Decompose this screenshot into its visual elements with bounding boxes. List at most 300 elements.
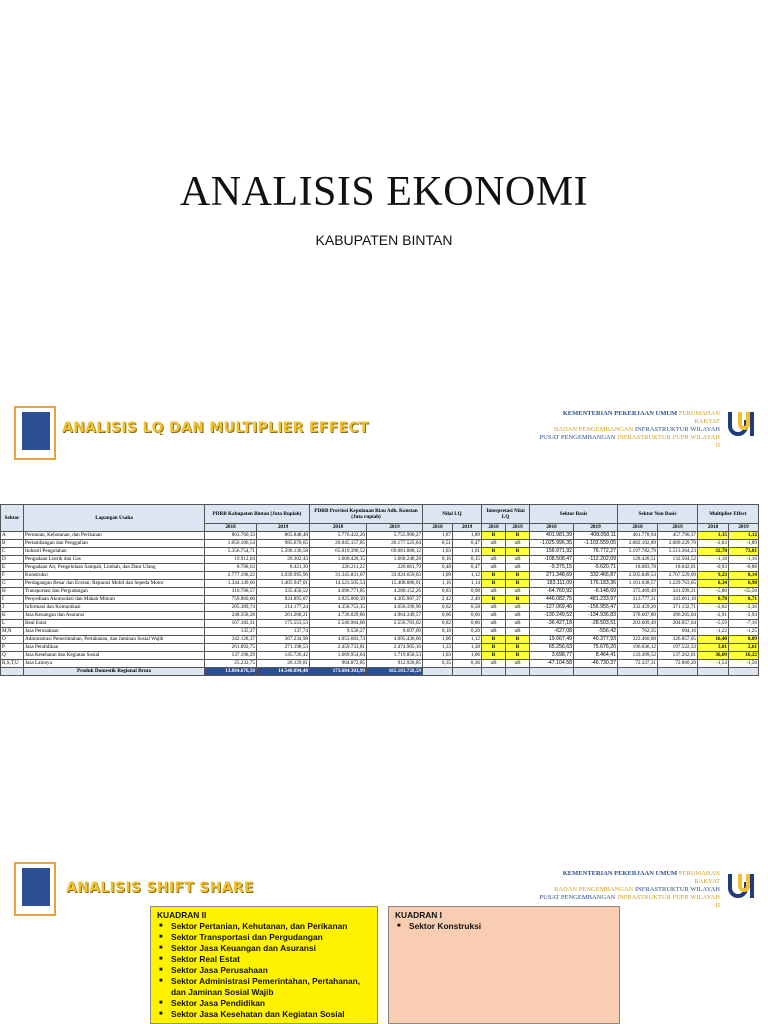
cell-lapangan: Pertambangan dan Penggalian — [24, 540, 205, 548]
th-year: 2018 — [205, 524, 257, 532]
slide-logo-square — [14, 862, 56, 916]
cell-value: 69.081.068,12 — [367, 548, 423, 556]
cell-value: 0,16 — [423, 556, 453, 564]
cell-value: 1,12 — [453, 572, 482, 580]
kuadran-i-box — [388, 906, 620, 1024]
cell-value: 310.708,57 — [205, 588, 257, 596]
cell-value: 457.790,37 — [658, 532, 698, 540]
kuadran-i-list — [395, 921, 613, 932]
th-year: 2019 — [453, 524, 482, 532]
cell-value: 341.599,21 — [658, 588, 698, 596]
cell-value: 2.089.229,70 — [658, 540, 698, 548]
cell-value: 135,27 — [205, 628, 257, 636]
table-row — [1, 548, 759, 556]
cell-value: 0,98 — [453, 588, 482, 596]
cell-sektor: Q — [1, 652, 24, 660]
cell-interpretasi: nB — [506, 620, 530, 628]
cell-value: 31.345.831,67 — [310, 572, 367, 580]
cell-value: 0,66 — [423, 612, 453, 620]
cell-multiplier: 8,14 — [729, 572, 759, 580]
cell-value: 2.474.905,16 — [367, 644, 423, 652]
lq-table-body — [1, 532, 759, 668]
cell-sektor: I — [1, 596, 24, 604]
cell-multiplier: 0,70 — [698, 596, 729, 604]
cell-lapangan: Pengadaan Air, Pengelolaan Sampah, Limbah, dan Daur Ulang — [24, 564, 205, 572]
cell-interpretasi: nB — [506, 556, 530, 564]
cell-interpretasi: nB — [482, 588, 506, 596]
cell-value: 0,36 — [453, 660, 482, 668]
slide-logo-square — [14, 406, 56, 460]
cell-value: 26.045.157,85 — [310, 540, 367, 548]
cell-basis: -9.620,71 — [574, 564, 618, 572]
cell-value: 904.872,85 — [310, 660, 367, 668]
cell-value: 261.268,21 — [257, 612, 310, 620]
cell-basis: -47.104,58 — [530, 660, 574, 668]
cell-basis: 183.111,09 — [530, 580, 574, 588]
table-row — [1, 588, 759, 596]
cell-value: 371.132,71 — [658, 604, 698, 612]
cell-interpretasi: nB — [506, 564, 530, 572]
cell-multiplier: -1,16 — [729, 556, 759, 564]
th-pdrb-prov: PDRB Provinsi Kepulauan Riau Adh. Konstan (Juta rupiah) — [310, 505, 423, 524]
cell-value: 912.920,85 — [367, 660, 423, 668]
cell-value: 1.719.858,53 — [367, 652, 423, 660]
cell-value: 205.389,74 — [205, 604, 257, 612]
table-row — [1, 556, 759, 564]
table-row — [1, 644, 759, 652]
th-year: 2019 — [506, 524, 530, 532]
cell-value: 5.197.782,79 — [618, 548, 658, 556]
cell-value: 1,06 — [423, 636, 453, 644]
cell-basis: -112.202,09 — [574, 556, 618, 564]
cell-multiplier: -2,62 — [698, 604, 729, 612]
th-nilai-lq: Nilai LQ — [423, 505, 482, 524]
cell-basis: -9.375,15 — [530, 564, 574, 572]
cell-sektor: O — [1, 636, 24, 644]
cover-title: ANALISIS EKONOMI — [179, 169, 589, 215]
cell-interpretasi: B — [482, 644, 506, 652]
cell-value: 759.860,06 — [205, 596, 257, 604]
cell-value: 865.848,48 — [257, 532, 310, 540]
cell-interpretasi: B — [506, 572, 530, 580]
table-row — [1, 572, 759, 580]
cell-value: 694,16 — [658, 628, 698, 636]
cell-value: 72.337,31 — [618, 660, 658, 668]
cell-value: 18.083,78 — [618, 564, 658, 572]
cell-value: 214.177,24 — [257, 604, 310, 612]
cell-value: 1,06 — [453, 652, 482, 660]
kuadran-ii-item: ■ Sektor Administrasi Pemerintahan, Pertahanan, dan Jaminan Sosial Wajib — [167, 976, 371, 998]
lq-table — [0, 504, 759, 676]
cell-basis: 8.464,41 — [574, 652, 618, 660]
cell-basis: 65.256,63 — [530, 644, 574, 652]
kuadran-ii-box — [150, 906, 378, 1024]
table-row — [1, 596, 759, 604]
th-year: 2019 — [257, 524, 310, 532]
cell-multiplier: 36,09 — [698, 652, 729, 660]
cell-value: 5.356.754,71 — [205, 548, 257, 556]
cell-multiplier: 8,09 — [729, 636, 759, 644]
cell-value: 1,16 — [423, 580, 453, 588]
cell-value: 313.777,31 — [618, 596, 658, 604]
th-year: 2018 — [618, 524, 658, 532]
lq-slide — [0, 384, 768, 796]
cell-value: 1,14 — [453, 580, 482, 588]
cell-basis: 76.772,27 — [574, 548, 618, 556]
cell-value: 322.460,88 — [618, 636, 658, 644]
cell-value: 396.205,04 — [658, 612, 698, 620]
cell-multiplier: 73,81 — [729, 548, 759, 556]
cell-value: 65.019.396,52 — [310, 548, 367, 556]
cell-value: 9.558,27 — [310, 628, 367, 636]
cell-value: 137,74 — [257, 628, 310, 636]
cell-multiplier: -2,91 — [698, 612, 729, 620]
cell-value: 1,89 — [453, 532, 482, 540]
cell-lapangan: Jasa Perusahaan — [24, 628, 205, 636]
cell-value: 0,62 — [423, 604, 453, 612]
total-prov-2019: 182.183.728,59 — [367, 668, 423, 676]
cell-interpretasi: B — [506, 652, 530, 660]
th-lapangan: Lapangan Usaha — [24, 505, 205, 532]
cell-value: 0,51 — [423, 540, 453, 548]
cell-interpretasi: nB — [482, 612, 506, 620]
cell-interpretasi: B — [482, 652, 506, 660]
cell-basis: 271.348,69 — [530, 572, 574, 580]
cell-sektor: J — [1, 604, 24, 612]
cell-value: 5.590.136,58 — [257, 548, 310, 556]
cell-value: 167.182,31 — [205, 620, 257, 628]
kuadran-ii-item: ■ Sektor Transportasi dan Pergudangan — [167, 932, 371, 943]
cell-basis: -28.503,51 — [574, 620, 618, 628]
cell-value: 15.408.880,01 — [367, 580, 423, 588]
cell-value: 0,47 — [453, 540, 482, 548]
cell-sektor: P — [1, 644, 24, 652]
cell-value: 326.857,05 — [658, 636, 698, 644]
cell-value: 204.057,04 — [658, 620, 698, 628]
cell-basis: 75.676,20 — [574, 644, 618, 652]
cell-value: 128.420,51 — [618, 556, 658, 564]
cell-value: 19.912,04 — [205, 556, 257, 564]
cell-multiplier: -1,56 — [729, 660, 759, 668]
cell-value: 1.669.954,04 — [310, 652, 367, 660]
cell-sektor: L — [1, 620, 24, 628]
lq-section-title: ANALISIS LQ DAN MULTIPLIER EFFECT — [62, 420, 369, 436]
th-year: 2019 — [658, 524, 698, 532]
th-year: 2019 — [729, 524, 759, 532]
cell-multiplier: -0,88 — [729, 564, 759, 572]
cell-basis: 3.698,77 — [530, 652, 574, 660]
cell-value: 4.053.683,74 — [310, 636, 367, 644]
cell-multiplier: -1,54 — [698, 660, 729, 668]
cell-value: 18.042,01 — [658, 564, 698, 572]
cell-interpretasi: B — [506, 532, 530, 540]
cover-slide — [0, 0, 768, 372]
cell-multiplier: 0,71 — [729, 596, 759, 604]
cell-multiplier: -1,22 — [698, 628, 729, 636]
shift-share-slide — [0, 836, 768, 1024]
cell-basis: 40.377,93 — [574, 636, 618, 644]
table-row — [1, 620, 759, 628]
cell-value: 762,35 — [618, 628, 658, 636]
cell-lapangan: Informasi dan Komunikasi — [24, 604, 205, 612]
kuadran-ii-item: ■ Sektor Jasa Kesehatan dan Kegiatan Sosial — [167, 1009, 371, 1020]
cell-value: 3.039.995,96 — [257, 572, 310, 580]
kuadran-i-title: KUADRAN I — [395, 910, 442, 920]
cell-value: 5.513.364,23 — [658, 548, 698, 556]
cell-value: 26.177.525,04 — [367, 540, 423, 548]
table-row — [1, 636, 759, 644]
cell-sektor: M,N — [1, 628, 24, 636]
cell-basis: -156.955,47 — [574, 604, 618, 612]
cell-lapangan: Transportasi dan Pergudangan — [24, 588, 205, 596]
cell-sektor: F — [1, 572, 24, 580]
cell-value: 0,35 — [423, 660, 453, 668]
cell-value: 25.232,75 — [205, 660, 257, 668]
cell-value: 2.707.529,09 — [658, 572, 698, 580]
cell-value: 2.556.783,62 — [367, 620, 423, 628]
cell-lapangan: Real Estat — [24, 620, 205, 628]
table-row — [1, 660, 759, 668]
cell-basis: -36.427,18 — [530, 620, 574, 628]
th-year: 2018 — [482, 524, 506, 532]
cell-lapangan: Jasa Kesehatan dan Kegiatan Sosial — [24, 652, 205, 660]
kuadran-ii-list — [157, 921, 371, 1020]
cell-value: 1,87 — [423, 532, 453, 540]
cell-interpretasi: B — [506, 548, 530, 556]
th-basis: Sektor Basis — [530, 505, 618, 524]
cell-value: 26.129,81 — [257, 660, 310, 668]
cell-basis: -108.508,47 — [530, 556, 574, 564]
cell-value: 137.198,29 — [205, 652, 257, 660]
kuadran-ii-item: ■ Sektor Pertanian, Kehutanan, dan Perikanan — [167, 921, 371, 932]
cell-multiplier: 1,15 — [698, 532, 729, 540]
cell-value: 2,40 — [453, 596, 482, 604]
cell-basis: -64.760,92 — [530, 588, 574, 596]
cell-value: 2.777.198,22 — [205, 572, 257, 580]
cell-multiplier: 2,61 — [729, 644, 759, 652]
cell-value: 3.925.060,39 — [310, 596, 367, 604]
cell-value: 0,82 — [423, 620, 453, 628]
cell-value: 0,58 — [453, 604, 482, 612]
cell-value: 271.198,53 — [257, 644, 310, 652]
cell-value: 1.161.038,57 — [618, 580, 658, 588]
cell-value: 20.302,43 — [257, 556, 310, 564]
kuadran-i-item: ■ Sektor Konstruksi — [405, 921, 613, 932]
cell-value: 0,18 — [423, 628, 453, 636]
cell-value: 4.095.436,66 — [367, 636, 423, 644]
cell-multiplier: 1,12 — [729, 532, 759, 540]
kuadran-ii-item: ■ Sektor Real Estat — [167, 954, 371, 965]
cell-value: 0,66 — [453, 612, 482, 620]
cell-value: 4.358.753,35 — [310, 604, 367, 612]
kuadran-ii-item: ■ Sektor Jasa Perusahaan — [167, 965, 371, 976]
cell-interpretasi: nB — [506, 540, 530, 548]
cell-value: 133.499,52 — [618, 652, 658, 660]
cell-value: 461.778,94 — [618, 532, 658, 540]
cell-value: 332.459,20 — [618, 604, 658, 612]
cell-basis: 401.981,39 — [530, 532, 574, 540]
cell-interpretasi: nB — [506, 604, 530, 612]
cell-value: 1.606.420,35 — [310, 556, 367, 564]
cell-value: 4.964.349,57 — [367, 612, 423, 620]
cover-subtitle: KABUPATEN BINTAN — [315, 232, 453, 248]
th-multiplier: Multiplier Effect — [698, 505, 759, 524]
cell-multiplier: -7,16 — [729, 620, 759, 628]
cell-multiplier: -2,94 — [729, 612, 759, 620]
cell-multiplier: -1,89 — [729, 540, 759, 548]
cell-interpretasi: nB — [482, 540, 506, 548]
cell-value: 4.650.199,96 — [367, 604, 423, 612]
cell-value: 1.405.947,01 — [257, 580, 310, 588]
cell-value: 196.636,12 — [618, 644, 658, 652]
cell-multiplier: 16,22 — [729, 652, 759, 660]
cell-multiplier: -0,93 — [698, 564, 729, 572]
cell-lapangan: Pengadaan Listrik dan Gas — [24, 556, 205, 564]
kuadran-ii-title: KUADRAN II — [157, 910, 207, 920]
cell-interpretasi: B — [482, 580, 506, 588]
cell-value: 1.668.248,28 — [367, 556, 423, 564]
cell-basis: 176.183,36 — [574, 580, 618, 588]
total-kab-2018: 13.884.676,58 — [205, 668, 257, 676]
cell-value: 8.421,30 — [257, 564, 310, 572]
shift-section-title: ANALISIS SHIFT SHARE — [66, 880, 254, 896]
cell-value: 2.459.733,81 — [310, 644, 367, 652]
cell-multiplier: 16,40 — [698, 636, 729, 644]
table-row — [1, 604, 759, 612]
cell-basis: -130.249,52 — [530, 612, 574, 620]
cell-value: 1.229.763,65 — [658, 580, 698, 588]
cell-basis: -556,42 — [574, 628, 618, 636]
cell-value: 145.726,42 — [257, 652, 310, 660]
cell-interpretasi: B — [482, 596, 506, 604]
cell-interpretasi: B — [506, 636, 530, 644]
cell-value: 2.546.964,08 — [310, 620, 367, 628]
cell-value: 343.661,10 — [658, 596, 698, 604]
cell-lapangan: Jasa Pendidikan — [24, 644, 205, 652]
cell-value: 4.280.152,26 — [367, 588, 423, 596]
th-year: 2018 — [698, 524, 729, 532]
cell-sektor: D — [1, 556, 24, 564]
cell-interpretasi: nB — [506, 628, 530, 636]
cell-interpretasi: B — [482, 548, 506, 556]
cell-basis: -1.025.996,35 — [530, 540, 574, 548]
cell-lapangan: Penyediaan Akomodasi dan Makan Minum — [24, 596, 205, 604]
kuadran-ii-item: ■ Sektor Jasa Pendidikan — [167, 998, 371, 1009]
cell-basis: 19.667,49 — [530, 636, 574, 644]
cell-interpretasi: B — [482, 532, 506, 540]
th-year: 2018 — [423, 524, 453, 532]
table-row — [1, 628, 759, 636]
cell-value: 0,15 — [453, 556, 482, 564]
cell-interpretasi: B — [506, 580, 530, 588]
cell-sektor: H — [1, 588, 24, 596]
cell-sektor: E — [1, 564, 24, 572]
cell-value: 1,38 — [453, 644, 482, 652]
cell-basis: 408.058,11 — [574, 532, 618, 540]
cell-value: 1,33 — [423, 644, 453, 652]
cell-interpretasi: B — [482, 572, 506, 580]
cell-value: 375.469,49 — [618, 588, 658, 596]
table-row — [1, 652, 759, 660]
cell-value: 378.607,80 — [618, 612, 658, 620]
cell-value: 5.776.422,20 — [310, 532, 367, 540]
th-year: 2018 — [530, 524, 574, 532]
cell-interpretasi: nB — [482, 556, 506, 564]
cell-multiplier: 9,23 — [698, 572, 729, 580]
cell-sektor: B — [1, 540, 24, 548]
cell-multiplier: -2,03 — [698, 540, 729, 548]
ministry-header: KEMENTERIAN PEKERJAAN UMUM PERUMAHAN RAKYAT BADAN PENGEMBANGAN INFRASTRUKTUR WILAYAH PUSAT PENGEMBANGAN INFRASTRUKTUR PUPR WILAYAH II — [539, 870, 720, 909]
table-row — [1, 540, 759, 548]
cell-basis: 446.082,75 — [530, 596, 574, 604]
kuadran-ii-item: ■ Sektor Jasa Keuangan dan Asuransi — [167, 943, 371, 954]
cell-interpretasi: nB — [482, 628, 506, 636]
cell-value: 367.234,98 — [257, 636, 310, 644]
cell-value: 0,47 — [453, 564, 482, 572]
cell-interpretasi: nB — [506, 612, 530, 620]
lq-total-row — [1, 668, 759, 676]
cell-value: 2,42 — [423, 596, 453, 604]
cell-value: 132.504,52 — [658, 556, 698, 564]
cell-value: 72.860,20 — [658, 660, 698, 668]
cell-value: 137.262,01 — [658, 652, 698, 660]
cell-sektor: G — [1, 580, 24, 588]
cell-interpretasi: B — [506, 596, 530, 604]
cell-multiplier: -2,36 — [729, 604, 759, 612]
cell-value: 2.505.849,53 — [618, 572, 658, 580]
cell-interpretasi: nB — [482, 660, 506, 668]
cell-basis: -627,08 — [530, 628, 574, 636]
total-kab-2019: 14.540.894,48 — [257, 668, 310, 676]
cell-value: 1,09 — [423, 572, 453, 580]
cell-value: 226.061,79 — [367, 564, 423, 572]
cell-lapangan: Industri Pengolahan — [24, 548, 205, 556]
cell-interpretasi: B — [482, 636, 506, 644]
cell-multiplier: -55,56 — [729, 588, 759, 596]
cell-value: 1,03 — [423, 652, 453, 660]
cell-value: 4.305.987,37 — [367, 596, 423, 604]
cell-value: 0,20 — [453, 628, 482, 636]
cell-basis: -127.069,46 — [530, 604, 574, 612]
th-year: 2019 — [367, 524, 423, 532]
cell-lapangan: Pertanian, Kehutanan, dan Perikanan — [24, 532, 205, 540]
cell-multiplier: 32,70 — [698, 548, 729, 556]
cell-basis: -46.730,37 — [574, 660, 618, 668]
cell-value: 0,48 — [423, 564, 453, 572]
cell-value: 985.670,65 — [257, 540, 310, 548]
cell-interpretasi: nB — [506, 660, 530, 668]
cell-lapangan: Jasa Lainnya — [24, 660, 205, 668]
cell-basis: 156.971,92 — [530, 548, 574, 556]
th-year: 2019 — [574, 524, 618, 532]
cell-value: 33.924.659,03 — [367, 572, 423, 580]
table-row — [1, 612, 759, 620]
pupr-logo-icon — [726, 408, 758, 440]
cell-value: 0,86 — [453, 620, 482, 628]
cell-value: 203.609,49 — [618, 620, 658, 628]
cell-interpretasi: B — [506, 644, 530, 652]
cell-value: 8.708,63 — [205, 564, 257, 572]
cell-multiplier: -5,80 — [698, 588, 729, 596]
cell-basis: 332.466,87 — [574, 572, 618, 580]
cell-value: 342.128,37 — [205, 636, 257, 644]
cell-sektor: R,S,T,U — [1, 660, 24, 668]
cell-basis: -6.148,69 — [574, 588, 618, 596]
cell-basis: -134.936,83 — [574, 612, 618, 620]
cell-value: 863.760,33 — [205, 532, 257, 540]
cell-value: 1.056.106,54 — [205, 540, 257, 548]
table-row — [1, 564, 759, 572]
